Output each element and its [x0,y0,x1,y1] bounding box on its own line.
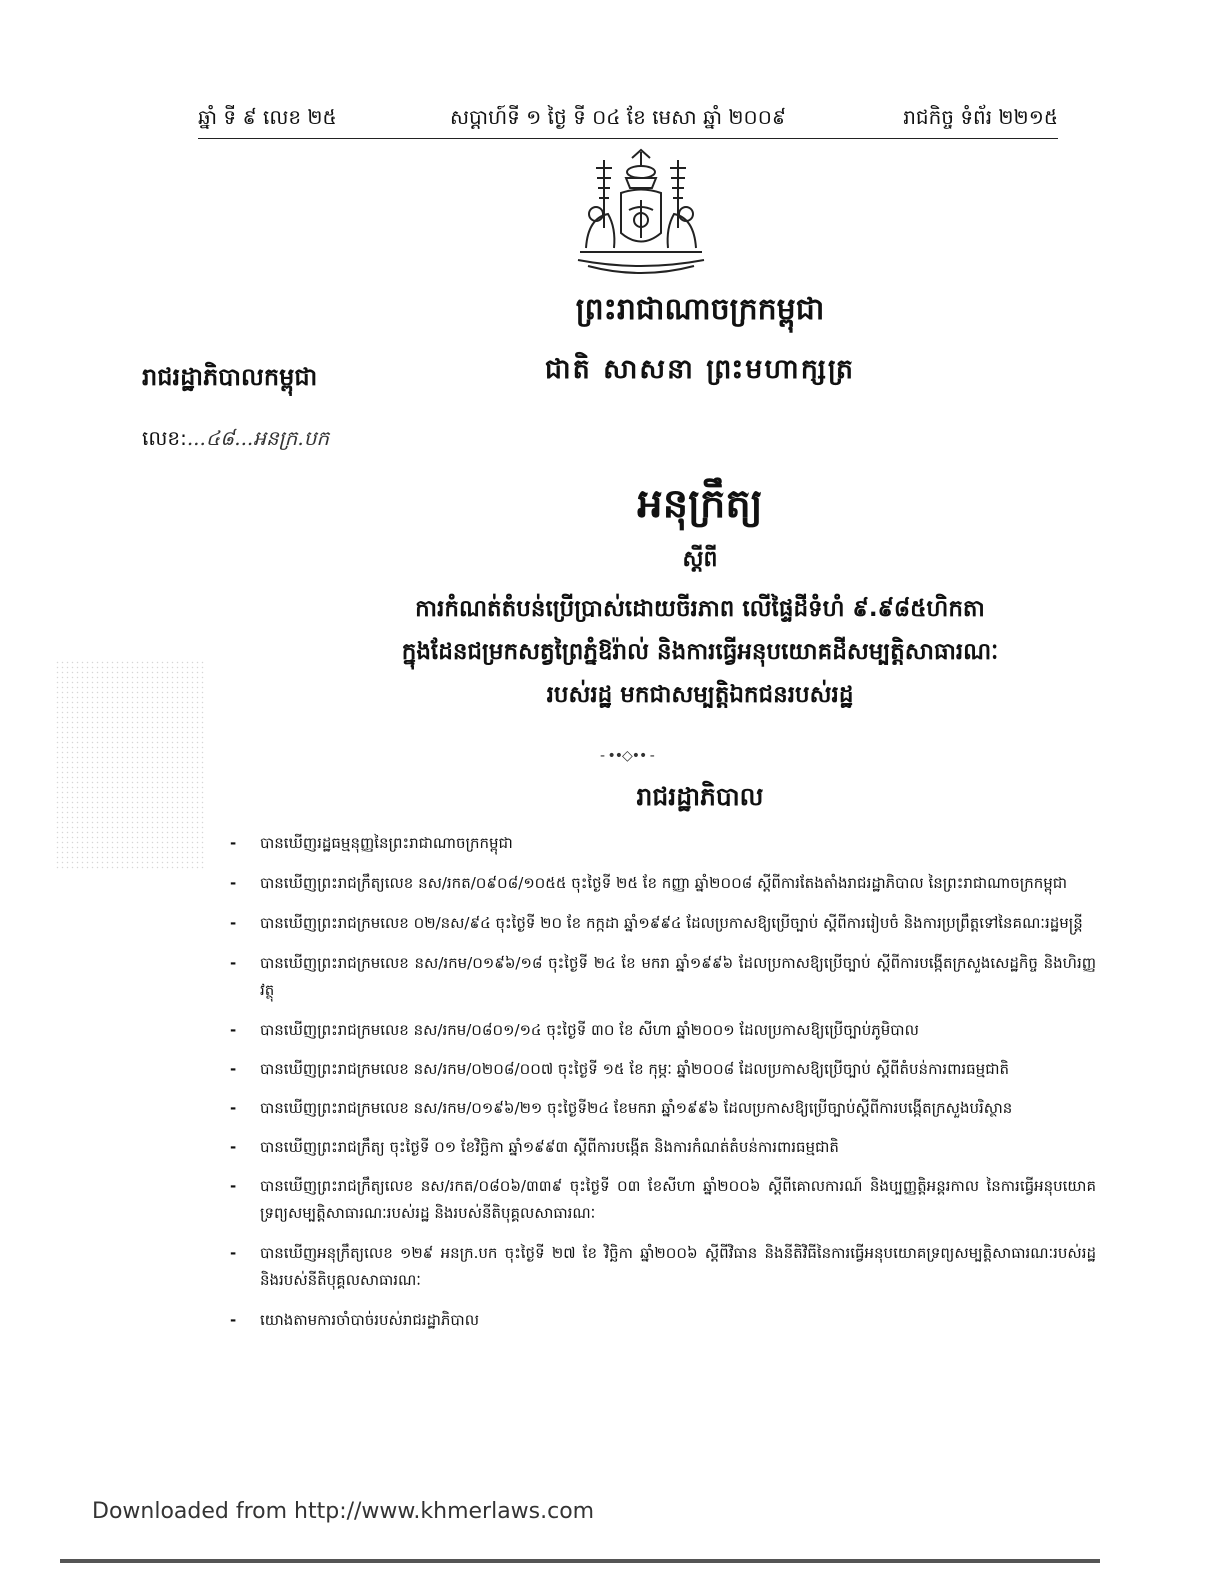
consideration-text: យោងតាមការចាំបាច់របស់រាជរដ្ឋាភិបាល [260,1311,479,1329]
government-name: រាជរដ្ឋាភិបាលកម្ពុជា [142,363,318,391]
scan-edge-line [60,1559,1100,1563]
consideration-item [230,1056,1096,1083]
scan-noise [55,660,205,870]
kingdom-title: ព្រះរាជាណាចក្រកម្ពុជា [575,292,825,327]
consideration-text: បានឃើញព្រះរាជក្រមលេខ ០២/នស/៩៤ ចុះថ្ងៃទី ២០ ខែ កក្កដា ឆ្នាំ១៩៩៤ ដែលប្រកាសឱ្យប្រើច្បាប់ ស្តីពីការរៀបចំ និងការប្រព្រឹត្តទៅនៃគណៈរដ្ឋមន្ត្រី [260,914,1083,932]
gazette-year-issue: ឆ្នាំ ទី ៩ លេខ ២៥ [198,105,337,129]
bullet-dash: - [230,1311,237,1329]
consideration-item [230,1173,1096,1227]
considerations-list [230,830,1096,1346]
about-label: ស្តីពី [682,547,718,572]
consideration-item [230,1307,1096,1334]
consideration-text: បានឃើញព្រះរាជក្រមលេខ នស/រកម/០៨០១/១៤ ចុះថ្ងៃទី ៣០ ខែ សីហា ឆ្នាំ២០០១ ដែលប្រកាសឱ្យប្រើច្បាប់ភូមិបាល [260,1021,919,1039]
ornamental-separator: - ••◇•• - [600,748,654,764]
document-number-label: លេខ: [142,426,187,450]
bullet-dash: - [230,954,237,972]
consideration-text: បានឃើញអនុក្រឹត្យលេខ ១២៩ អនក្រ.បក ចុះថ្ងៃទី ២៧ ខែ វិច្ឆិកា ឆ្នាំ២០០៦ ស្តីពីវិធាន និងនីតិវិធីនៃការធ្វើអនុបយោគទ្រព្យសម្បត្តិសាធារណៈរបស់រដ្ឋ និងរបស់នីតិបុគ្គលសាធារណៈ [260,1244,1096,1289]
consideration-item [230,950,1096,1004]
gazette-header [198,104,1058,139]
subject-line: របស់រដ្ឋ មកជាសម្បត្តិឯកជនរបស់រដ្ឋ [546,682,854,708]
subject-line: ក្នុងដែនជម្រកសត្វព្រៃភ្នំឱរ៉ាល់ និងការធ្វើអនុបយោគដីសម្បត្តិសាធារណៈ [401,639,999,665]
bullet-dash: - [230,1244,237,1262]
royal-coat-of-arms-icon [566,148,716,283]
consideration-text: បានឃើញព្រះរាជក្រឹត្យលេខ នស/រកត/០៨០៦/៣៣៩ ចុះថ្ងៃទី ០៣ ខែសីហា ឆ្នាំ២០០៦ ស្តីពីគោលការណ៍ និងប្បញ្ញត្តិអន្តរកាល នៃការធ្វើអនុបយោគទ្រព្យសម្បត្តិសាធារណៈរបស់រដ្ឋ និងរបស់នីតិបុគ្គលសាធារណៈ [260,1177,1096,1222]
consideration-item [230,830,1096,857]
issuer-heading: រាជរដ្ឋាភិបាល [636,782,764,811]
gazette-page-number: រាជកិច្ច ទំព័រ ២២១៥ [903,105,1058,129]
download-source-footer: Downloaded from http://www.khmerlaws.com [92,1499,595,1524]
bullet-dash: - [230,1138,237,1156]
gazette-date: សប្តាហ៍ទី ១ ថ្ងៃ ទី ០៤ ខែ មេសា ឆ្នាំ ២០០៩ [450,105,787,129]
document-type-title: អនុក្រឹត្យ [637,481,763,527]
bullet-dash: - [230,874,237,892]
document-number-handwritten: ...៤៨...អនក្រ.បក [186,426,330,450]
consideration-item [230,870,1096,897]
consideration-item [230,1134,1096,1161]
document-subject [240,588,1160,717]
consideration-item [230,1095,1096,1122]
bullet-dash: - [230,914,237,932]
consideration-text: បានឃើញព្រះរាជក្រមលេខ នស/រកម/០១៩៦/២១ ចុះថ្ងៃទី២៤ ខែមករា ឆ្នាំ១៩៩៦ ដែលប្រកាសឱ្យប្រើច្បាប់ស្តីពីការបង្កើតក្រសួងបរិស្ថាន [260,1099,1013,1117]
national-motto: ជាតិ សាសនា ព្រះមហាក្សត្រ [544,354,856,385]
bullet-dash: - [230,1021,237,1039]
consideration-item [230,1017,1096,1044]
consideration-text: បានឃើញព្រះរាជក្រមលេខ នស/រកម/០១៩៦/១៨ ចុះថ្ងៃទី ២៤ ខែ មករា ឆ្នាំ១៩៩៦ ដែលប្រកាសឱ្យប្រើច្បាប់ ស្តីពីការបង្កើតក្រសួងសេដ្ឋកិច្ច និងហិរញ្ញវត្ថុ [260,954,1096,999]
consideration-item [230,1240,1096,1294]
consideration-text: បានឃើញព្រះរាជក្រឹត្យលេខ នស/រកត/០៩០៨/១០៥៥ ចុះថ្ងៃទី ២៥ ខែ កញ្ញា ឆ្នាំ២០០៨ ស្តីពីការតែងតាំងរាជរដ្ឋាភិបាល នៃព្រះរាជាណាចក្រកម្ពុជា [260,874,1068,892]
subject-line: ការកំណត់តំបន់ប្រើប្រាស់ដោយចីរភាព លើផ្ទៃដីទំហំ ៩.៩៨៥ហិកតា [415,596,985,622]
consideration-item [230,910,1096,937]
consideration-text: បានឃើញរដ្ឋធម្មនុញ្ញនៃព្រះរាជាណាចក្រកម្ពុជា [260,834,513,852]
bullet-dash: - [230,1177,237,1195]
consideration-text: បានឃើញព្រះរាជក្រឹត្យ ចុះថ្ងៃទី ០១ ខែវិច្ឆិកា ឆ្នាំ១៩៩៣ ស្តីពីការបង្កើត និងការកំណត់តំបន់ការពារធម្មជាតិ [260,1138,839,1156]
bullet-dash: - [230,834,237,852]
bullet-dash: - [230,1099,237,1117]
consideration-text: បានឃើញព្រះរាជក្រមលេខ នស/រកម/០២០៨/០០៧ ចុះថ្ងៃទី ១៥ ខែ កុម្ភៈ ឆ្នាំ២០០៨ ដែលប្រកាសឱ្យប្រើច្បាប់ ស្តីពីតំបន់ការពារធម្មជាតិ [260,1060,1009,1078]
document-number [142,425,329,455]
bullet-dash: - [230,1060,237,1078]
